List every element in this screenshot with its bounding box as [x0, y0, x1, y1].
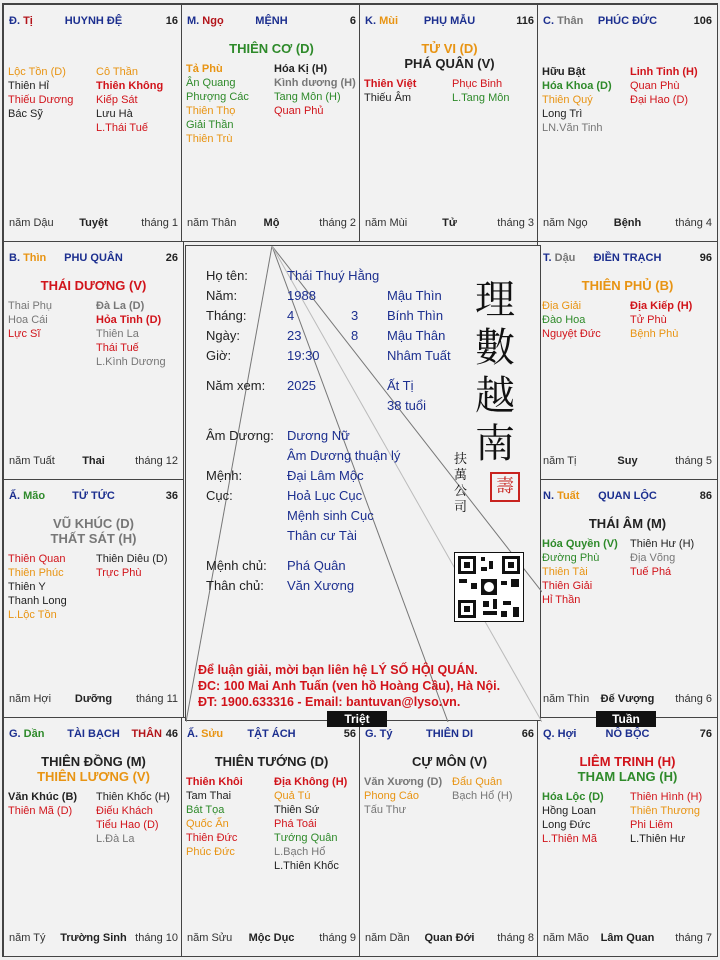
cuc-value: Hoả Lục Cục [287, 488, 363, 503]
minor-star: Đường Phù [542, 552, 600, 564]
view-year-canchi: Ất Tị [387, 378, 414, 393]
contact-line: Để luận giải, mời bạn liên hệ LÝ SỐ HỘI QUÁN. [198, 663, 478, 677]
month-cycle: tháng 10 [135, 932, 178, 944]
palace-branch: T. Dậu [543, 252, 576, 264]
palace-header [365, 728, 534, 742]
minor-star: Tướng Quân [274, 832, 338, 844]
main-star: TỬ VI (D) [421, 41, 478, 56]
minor-star: L.Thiên Khốc [274, 860, 339, 872]
month-cycle: tháng 6 [675, 693, 712, 705]
month-cycle: tháng 12 [135, 455, 178, 467]
palace-suu[interactable] [181, 717, 362, 957]
minor-star: L.Thiên Hư [630, 833, 686, 845]
tuan-marker: Tuần [596, 711, 656, 727]
minor-star: Đại Hao (D) [630, 94, 689, 106]
year-cycle: năm Mão [543, 932, 589, 944]
minor-star: Thiên Y [8, 581, 46, 593]
palace-age: 46 [165, 728, 178, 740]
palace-hoi[interactable] [537, 717, 718, 957]
minor-star: Bác Sỹ [8, 108, 43, 120]
life-stage: Tuyệt [79, 217, 108, 229]
palace-ti[interactable] [3, 4, 184, 242]
name-label: Họ tên: [206, 268, 248, 283]
minor-star: Thiên Tài [542, 566, 588, 578]
minor-star: Đà La (D) [96, 300, 145, 312]
palace-footer [9, 217, 178, 231]
thanchu-value: Văn Xương [287, 578, 355, 593]
main-stars [4, 754, 183, 784]
month-cycle: tháng 8 [497, 932, 534, 944]
minor-star: Hữu Bật [542, 66, 586, 78]
minor-star: Thiên Việt [364, 78, 417, 90]
minor-star: Tam Thai [186, 790, 232, 802]
year-label: Năm: [206, 288, 238, 303]
main-stars [360, 754, 539, 769]
main-stars [538, 278, 717, 293]
minor-star: Thiên Đức [186, 832, 238, 844]
palace-header [543, 252, 712, 266]
menh-value: Đại Lâm Mộc [287, 468, 364, 483]
life-stage: Tử [442, 217, 457, 229]
minor-star: Kình dương (H) [274, 77, 356, 89]
calligraphy-char: 越 [475, 373, 515, 419]
year-cycle: năm Tý [9, 932, 46, 944]
main-star: LIÊM TRINH (H) [579, 754, 676, 769]
minor-star: L.Lộc Tồn [8, 609, 57, 621]
palace-name: TỬ TỨC [72, 490, 115, 502]
minor-star: Bát Tọa [186, 804, 225, 816]
minor-star: Thiên Quan [8, 553, 66, 565]
palace-thin[interactable] [3, 241, 184, 480]
minor-star: Tả Phù [186, 63, 223, 75]
minor-star: Tiểu Hao (D) [96, 819, 159, 831]
palace-footer [9, 455, 178, 469]
minor-star: Thiên Giải [542, 580, 593, 592]
palace-footer [543, 932, 712, 946]
menhchu-value: Phá Quân [287, 558, 346, 573]
year-cycle: năm Tuất [9, 455, 55, 467]
palace-header [543, 490, 712, 504]
year-cycle: năm Tị [543, 455, 577, 467]
minor-star: L.Thái Tuế [96, 122, 148, 134]
life-stage: Dưỡng [74, 693, 113, 705]
amduong-note: Âm Dương thuận lý [287, 448, 401, 463]
minor-star: Long Đức [542, 819, 591, 831]
palace-age: 16 [165, 15, 178, 27]
palace-branch: G. Dần [9, 728, 45, 740]
year-cycle: năm Thân [187, 217, 237, 229]
palace-name: ĐIỀN TRẠCH [593, 252, 662, 264]
view-year-value: 2025 [287, 378, 316, 393]
minor-star: Thiên Hư (H) [630, 538, 695, 550]
hour-canchi: Nhâm Tuất [387, 348, 451, 363]
month-cycle: tháng 4 [675, 217, 712, 229]
minor-star: Hồng Loan [542, 805, 596, 817]
month-label: Tháng: [206, 308, 247, 323]
main-star: THIÊN ĐỒNG (M) [41, 754, 146, 769]
minor-star: Thiên Hỉ [8, 80, 49, 92]
red-seal-stamp: 壽 [490, 472, 520, 502]
palace-branch: B. Thìn [9, 252, 47, 264]
palace-branch: C. Thân [543, 15, 584, 27]
minor-star: Thiếu Dương [8, 94, 74, 106]
cuc-relation: Mệnh sinh Cục [287, 508, 374, 523]
palace-mao[interactable] [3, 479, 184, 718]
palace-tuat[interactable] [537, 479, 718, 718]
calligraphy-char: 數 [475, 325, 515, 371]
palace-ngo[interactable] [181, 4, 362, 242]
palace-branch: Q. Hợi [543, 728, 577, 740]
minor-star: Thiên Sứ [274, 804, 320, 816]
main-stars [4, 516, 183, 546]
menh-label: Mệnh: [206, 468, 243, 483]
minor-star: Thiên Thương [630, 805, 701, 817]
minor-star: Hỉ Thần [542, 594, 581, 606]
view-year-label: Năm xem: [206, 378, 266, 393]
minor-star: Phúc Đức [186, 846, 235, 858]
minor-star: Thiên Khốc (H) [96, 791, 170, 803]
life-stage: Mộ [263, 217, 280, 229]
palace-name: HUYNH ĐỆ [64, 15, 123, 27]
palace-age: 26 [165, 252, 178, 264]
minor-star: Lực Sĩ [8, 328, 41, 340]
month-cycle: tháng 1 [141, 217, 178, 229]
month-cycle: tháng 2 [319, 217, 356, 229]
main-stars [182, 41, 361, 56]
main-star: THIÊN TƯỚNG (D) [214, 754, 329, 769]
month-cycle: tháng 3 [497, 217, 534, 229]
year-canchi: Mậu Thìn [387, 288, 442, 303]
minor-star: Hoa Cái [8, 314, 48, 326]
palace-branch: G. Tý [365, 728, 393, 740]
inscription-char: 公 [454, 484, 468, 499]
side-inscription [454, 452, 470, 516]
palace-footer [365, 932, 534, 946]
minor-star: Địa Võng [630, 552, 676, 564]
minor-star: Phá Toái [274, 818, 317, 830]
main-stars [538, 754, 717, 784]
minor-star: Tang Môn (H) [274, 91, 341, 103]
life-stage: Lâm Quan [600, 932, 655, 944]
minor-star: L.Thiên Mã [542, 833, 598, 845]
palace-header [9, 728, 178, 742]
main-star: PHÁ QUÂN (V) [404, 56, 495, 71]
palace-age: 36 [165, 490, 178, 502]
life-stage: Suy [617, 455, 638, 467]
minor-star: Địa Kiếp (H) [630, 300, 693, 312]
hour-value: 19:30 [287, 348, 320, 363]
minor-star: Quan Phủ [274, 105, 324, 117]
year-value: 1988 [287, 288, 316, 303]
year-cycle: năm Ngọ [543, 217, 588, 229]
palace-name: PHU QUÂN [64, 252, 123, 264]
main-stars [538, 516, 717, 531]
main-star: VŨ KHÚC (D) [53, 516, 134, 531]
minor-star: Giải Thần [186, 119, 234, 131]
year-cycle: năm Thìn [543, 693, 590, 705]
main-star: THIÊN LƯƠNG (V) [37, 769, 150, 784]
inscription-char: 扶 [454, 452, 468, 467]
year-cycle: năm Sửu [187, 932, 233, 944]
minor-star: Lộc Tồn (D) [8, 66, 66, 78]
palace-footer [9, 693, 178, 707]
main-star: THÁI ÂM (M) [588, 516, 667, 531]
main-star: THAM LANG (H) [577, 769, 678, 784]
day-canchi: Mậu Thân [387, 328, 446, 343]
palace-branch: M. Ngọ [187, 15, 224, 27]
palace-branch: Đ. Tị [9, 15, 33, 27]
age-value: 38 tuổi [387, 398, 427, 413]
palace-header [187, 15, 356, 29]
year-cycle: năm Dậu [9, 217, 54, 229]
main-stars [4, 278, 183, 293]
minor-star: Ân Quang [186, 77, 236, 89]
minor-star: Quan Phù [630, 80, 680, 92]
palace-header [187, 728, 356, 742]
minor-star: Tử Phù [630, 314, 667, 326]
minor-star: Bạch Hổ (H) [452, 790, 513, 802]
minor-star: Thanh Long [8, 595, 67, 607]
main-star: THIÊN CƠ (D) [229, 41, 314, 56]
palace-header [543, 15, 712, 29]
day-value: 23 [287, 328, 302, 343]
palace-name: QUAN LỘC [598, 490, 657, 502]
life-stage: Bệnh [613, 217, 642, 229]
minor-star: Phong Cáo [364, 790, 420, 802]
palace-dau[interactable] [537, 241, 718, 480]
minor-star: Thái Tuế [96, 342, 139, 354]
palace-name: TẬT ÁCH [247, 728, 296, 740]
palace-name: TÀI BẠCH [67, 728, 120, 740]
minor-star: LN.Văn Tinh [542, 122, 603, 134]
minor-star: Thiếu Âm [364, 92, 412, 104]
palace-footer [9, 932, 178, 946]
inscription-char: 萬 [454, 468, 468, 483]
palace-branch: Ấ. Sửu [187, 728, 224, 740]
palace-footer [187, 932, 356, 946]
center-info-panel [185, 245, 541, 721]
amduong-label: Âm Dương: [206, 428, 274, 443]
palace-branch: N. Tuất [543, 490, 580, 502]
palace-footer [543, 217, 712, 231]
palace-header [9, 490, 178, 504]
minor-star: Phượng Các [186, 91, 249, 103]
minor-star: L.Kình Dương [96, 356, 166, 368]
minor-star: Thiên La [96, 328, 139, 340]
minor-star: Thiên Quý [542, 94, 593, 106]
minor-star: Hóa Kị (H) [274, 63, 328, 75]
palace-branch: Ấ. Mão [9, 490, 46, 502]
than-marker: THÂN [131, 728, 162, 740]
calligraphy-logo [471, 276, 519, 468]
month-value: 4 [287, 308, 295, 323]
palace-name: THIÊN DI [425, 728, 474, 740]
inscription-char: 司 [454, 500, 468, 515]
main-stars [360, 41, 539, 71]
main-star: THẤT SÁT (H) [50, 531, 137, 546]
palace-age: 116 [516, 15, 534, 27]
minor-star: Đào Hoa [542, 314, 586, 326]
palace-age: 56 [343, 728, 356, 740]
contact-address: ĐC: 100 Mai Anh Tuấn (ven hồ Hoàng Cầu), Hà Nội. [198, 679, 501, 693]
minor-star: Quốc Ấn [186, 818, 229, 830]
palace-age: 96 [699, 252, 712, 264]
month-cycle: tháng 9 [319, 932, 356, 944]
calligraphy-char: 理 [475, 277, 515, 323]
day-lunar: 8 [351, 328, 359, 343]
triet-marker: Triệt [327, 711, 387, 727]
minor-star: Trực Phù [96, 567, 142, 579]
minor-star: Thiên Diêu (D) [96, 553, 168, 565]
minor-star: Thiên Mã (D) [8, 805, 73, 817]
cuc-label: Cục: [206, 488, 233, 503]
qr-code-icon [454, 552, 524, 622]
year-cycle: năm Hợi [9, 693, 52, 705]
minor-star: Địa Giải [542, 300, 582, 312]
palace-header [543, 728, 712, 742]
minor-star: Hỏa Tinh (D) [96, 314, 162, 326]
life-stage: Quan Đới [424, 932, 475, 944]
year-cycle: năm Mùi [365, 217, 408, 229]
minor-star: Thiên Thọ [186, 105, 236, 117]
life-stage: Thai [82, 455, 105, 467]
palace-name: PHỤ MẪU [423, 15, 476, 27]
month-cycle: tháng 11 [135, 693, 178, 705]
minor-star: Hóa Lộc (D) [542, 791, 604, 803]
palace-mui[interactable] [359, 4, 540, 242]
minor-star: Thiên Trù [186, 133, 233, 145]
minor-star: Bệnh Phù [630, 328, 679, 340]
minor-star: Thiên Không [96, 80, 164, 92]
minor-star: Phục Binh [452, 78, 503, 90]
palace-ty[interactable] [359, 717, 540, 957]
calligraphy-char: 南 [475, 421, 515, 467]
minor-star: Kiếp Sát [96, 94, 138, 106]
day-label: Ngày: [206, 328, 240, 343]
palace-age: 106 [693, 15, 712, 27]
palace-name: MỆNH [255, 15, 288, 27]
minor-star: Tấu Thư [364, 804, 407, 816]
chart-grid [2, 3, 718, 957]
palace-age: 66 [521, 728, 534, 740]
palace-dan[interactable] [3, 717, 184, 957]
palace-footer [543, 455, 712, 469]
than-cu: Thân cư Tài [287, 528, 357, 543]
month-cycle: tháng 5 [675, 455, 712, 467]
palace-age: 76 [699, 728, 712, 740]
hour-label: Giờ: [206, 348, 232, 363]
palace-header [9, 15, 178, 29]
contact-phone-email: ĐT: 1900.633316 - Email: bantuvan@lyso.vn. [198, 695, 461, 709]
month-canchi: Bính Thìn [387, 308, 444, 323]
minor-star: L.Bạch Hổ [274, 846, 326, 858]
palace-footer [187, 217, 356, 231]
minor-star: Điếu Khách [96, 805, 153, 817]
minor-star: Địa Không (H) [274, 776, 348, 788]
minor-star: Long Trì [542, 108, 583, 120]
amduong-value: Dương Nữ [287, 428, 350, 443]
main-star: THIÊN PHỦ (B) [581, 278, 674, 293]
minor-star: Lưu Hà [96, 108, 133, 120]
minor-star: Đẩu Quân [452, 776, 503, 788]
contact-info [198, 662, 500, 710]
main-star: CỰ MÔN (V) [411, 754, 488, 769]
minor-star: Thiên Phúc [8, 567, 64, 579]
palace-footer [543, 693, 712, 707]
minor-star: Văn Khúc (B) [8, 791, 78, 803]
menhchu-label: Mệnh chủ: [206, 558, 267, 573]
minor-star: Thiên Hình (H) [630, 791, 703, 803]
minor-star: Phi Liêm [630, 819, 673, 831]
minor-star: Tuế Phá [630, 566, 672, 578]
life-stage: Mộc Dục [248, 932, 295, 944]
main-star: THÁI DƯƠNG (V) [40, 278, 147, 293]
minor-star: Linh Tinh (H) [630, 66, 698, 78]
minor-star: Thiên Khôi [186, 776, 243, 788]
minor-star: Hóa Khoa (D) [542, 80, 612, 92]
minor-star: Cô Thần [96, 66, 138, 78]
palace-footer [365, 217, 534, 231]
palace-header [365, 15, 534, 29]
palace-age: 86 [699, 490, 712, 502]
name-value: Thái Thuý Hằng [287, 268, 380, 283]
main-stars [182, 754, 361, 769]
thanchu-label: Thân chủ: [206, 578, 264, 593]
palace-than[interactable] [537, 4, 718, 242]
minor-star: L.Đà La [96, 833, 135, 845]
minor-star: Văn Xương (D) [364, 776, 443, 788]
palace-branch: K. Mùi [365, 15, 399, 27]
palace-name: PHÚC ĐỨC [597, 15, 658, 27]
minor-star: Quả Tú [274, 790, 311, 802]
palace-name: NÔ BỘC [605, 728, 650, 740]
life-stage: Trường Sinh [60, 932, 127, 944]
month-cycle: tháng 7 [675, 932, 712, 944]
year-cycle: năm Dần [365, 932, 410, 944]
month-lunar: 3 [351, 308, 359, 323]
minor-star: L.Tang Môn [452, 92, 510, 104]
minor-star: Hóa Quyền (V) [542, 538, 618, 550]
minor-star: Nguyệt Đức [542, 328, 601, 340]
life-stage: Đế Vượng [600, 693, 655, 705]
palace-header [9, 252, 178, 266]
minor-star: Thai Phụ [8, 300, 53, 312]
palace-age: 6 [349, 15, 356, 27]
